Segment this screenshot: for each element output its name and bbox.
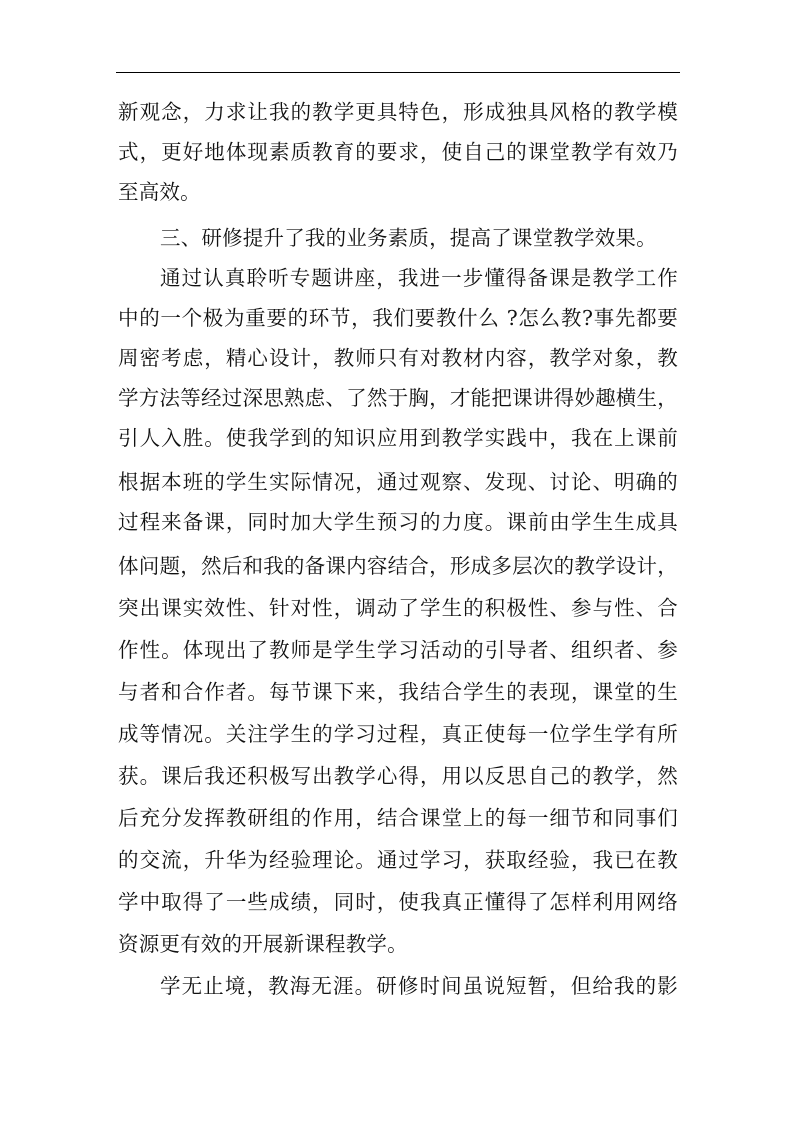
- text-line: 通过认真聆听专题讲座，我进一步懂得备课是教学工作: [160, 266, 678, 290]
- text-line: 中的一个极为重要的环节，我们要教什么 ?怎么教?事先都要: [118, 306, 678, 330]
- text-line: 作性。体现出了教师是学生学习活动的引导者、组织者、参: [118, 638, 678, 662]
- text-line: 根据本班的学生实际情况，通过观察、发现、讨论、明确的: [118, 470, 678, 494]
- text-line: 过程来备课，同时加大学生预习的力度。课前由学生生成具: [118, 510, 678, 534]
- text-line: 的交流，升华为经验理论。通过学习，获取经验，我已在教: [118, 848, 678, 872]
- header-rule: [116, 72, 680, 73]
- text-line: 引人入胜。使我学到的知识应用到教学实践中，我在上课前: [118, 426, 678, 450]
- text-line: 后充分发挥教研组的作用，结合课堂上的每一细节和同事们: [118, 806, 678, 830]
- text-line: 学无止境，教海无涯。研修时间虽说短暂，但给我的影: [160, 974, 678, 998]
- section-heading: 三、研修提升了我的业务素质，提高了课堂教学效果。: [160, 226, 657, 250]
- text-line: 与者和合作者。每节课下来，我结合学生的表现，课堂的生: [118, 680, 678, 704]
- text-line: 资源更有效的开展新课程教学。: [118, 932, 408, 956]
- text-line: 体问题，然后和我的备课内容结合，形成多层次的教学设计，: [118, 554, 678, 578]
- text-line: 学中取得了一些成绩，同时，使我真正懂得了怎样利用网络: [118, 890, 678, 914]
- text-line: 周密考虑，精心设计，教师只有对教材内容，教学对象，教: [118, 346, 678, 370]
- text-line: 新观念，力求让我的教学更具特色，形成独具风格的教学模: [118, 100, 678, 124]
- text-line: 至高效。: [118, 180, 201, 204]
- text-line: 成等情况。关注学生的学习过程，真正使每一位学生学有所: [118, 722, 678, 746]
- text-line: 学方法等经过深思熟虑、了然于胸，才能把课讲得妙趣横生，: [118, 386, 678, 410]
- text-line: 突出课实效性、针对性，调动了学生的积极性、参与性、合: [118, 596, 678, 620]
- text-line: 获。课后我还积极写出教学心得，用以反思自己的教学，然: [118, 764, 678, 788]
- text-line: 式，更好地体现素质教育的要求，使自己的课堂教学有效乃: [118, 140, 678, 164]
